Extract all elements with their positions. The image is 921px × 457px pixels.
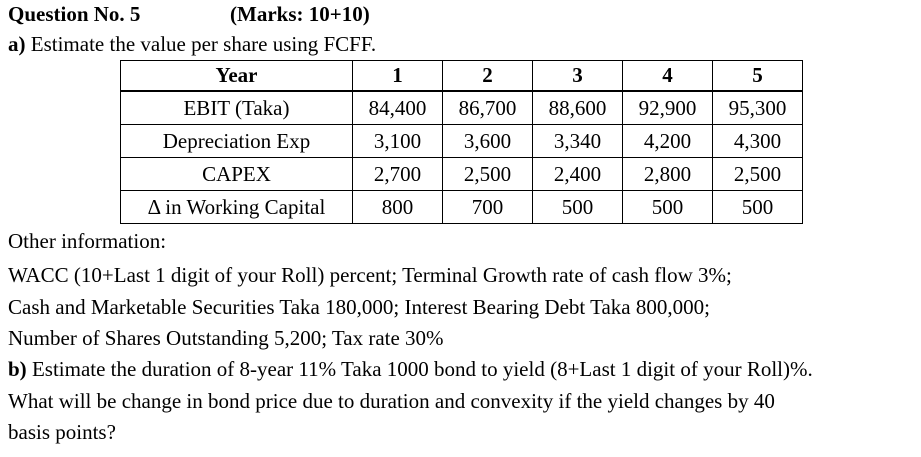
table-cell: 84,400 bbox=[353, 91, 443, 125]
other-info-line: WACC (10+Last 1 digit of your Roll) percent; Terminal Growth rate of cash flow 3%; bbox=[8, 263, 732, 287]
table-cell: 2,500 bbox=[443, 158, 533, 191]
table-cell: 95,300 bbox=[713, 91, 803, 125]
table-cell: 2,500 bbox=[713, 158, 803, 191]
part-b-text: Estimate the duration of 8-year 11% Taka 1000 bond to yield (8+Last 1 digit of your Roll)%. bbox=[26, 357, 813, 381]
part-a-text: Estimate the value per share using FCFF. bbox=[25, 32, 377, 56]
other-info-line: Cash and Marketable Securities Taka 180,000; Interest Bearing Debt Taka 800,000; bbox=[8, 295, 710, 319]
part-a-label: a) bbox=[8, 32, 26, 56]
table-cell: 500 bbox=[713, 191, 803, 224]
row-label: EBIT (Taka) bbox=[121, 91, 353, 125]
part-b-line: basis points? bbox=[8, 420, 116, 444]
table-cell: 2,400 bbox=[533, 158, 623, 191]
table-header-row bbox=[121, 61, 803, 92]
table-cell: 3,340 bbox=[533, 125, 623, 158]
table-cell: 88,600 bbox=[533, 91, 623, 125]
fcff-table bbox=[120, 60, 803, 224]
question-number: Question No. 5 bbox=[8, 2, 141, 26]
table-cell: 4,300 bbox=[713, 125, 803, 158]
table-row bbox=[121, 91, 803, 125]
row-label: Depreciation Exp bbox=[121, 125, 353, 158]
table-row bbox=[121, 125, 803, 158]
column-header: 2 bbox=[443, 61, 533, 92]
table-row bbox=[121, 158, 803, 191]
other-info-heading: Other information: bbox=[8, 229, 167, 253]
table-cell: 92,900 bbox=[623, 91, 713, 125]
table-cell: 700 bbox=[443, 191, 533, 224]
question-header bbox=[8, 2, 370, 27]
question-marks: (Marks: 10+10) bbox=[230, 2, 370, 26]
part-b-prompt bbox=[8, 357, 813, 382]
table-row bbox=[121, 191, 803, 224]
part-a-prompt bbox=[8, 32, 376, 57]
row-label: CAPEX bbox=[121, 158, 353, 191]
other-info-line: Number of Shares Outstanding 5,200; Tax rate 30% bbox=[8, 326, 444, 350]
table-cell: 3,600 bbox=[443, 125, 533, 158]
table-cell: 500 bbox=[623, 191, 713, 224]
table-cell: 3,100 bbox=[353, 125, 443, 158]
column-header: 5 bbox=[713, 61, 803, 92]
table-cell: 800 bbox=[353, 191, 443, 224]
table-cell: 500 bbox=[533, 191, 623, 224]
table-cell: 86,700 bbox=[443, 91, 533, 125]
table-cell: 2,700 bbox=[353, 158, 443, 191]
row-label: Δ in Working Capital bbox=[121, 191, 353, 224]
column-header: 3 bbox=[533, 61, 623, 92]
table-cell: 2,800 bbox=[623, 158, 713, 191]
column-header: 1 bbox=[353, 61, 443, 92]
part-b-line: What will be change in bond price due to duration and convexity if the yield changes by 40 bbox=[8, 389, 775, 413]
part-b-label: b) bbox=[8, 357, 27, 381]
table-cell: 4,200 bbox=[623, 125, 713, 158]
column-header: Year bbox=[121, 61, 353, 92]
column-header: 4 bbox=[623, 61, 713, 92]
